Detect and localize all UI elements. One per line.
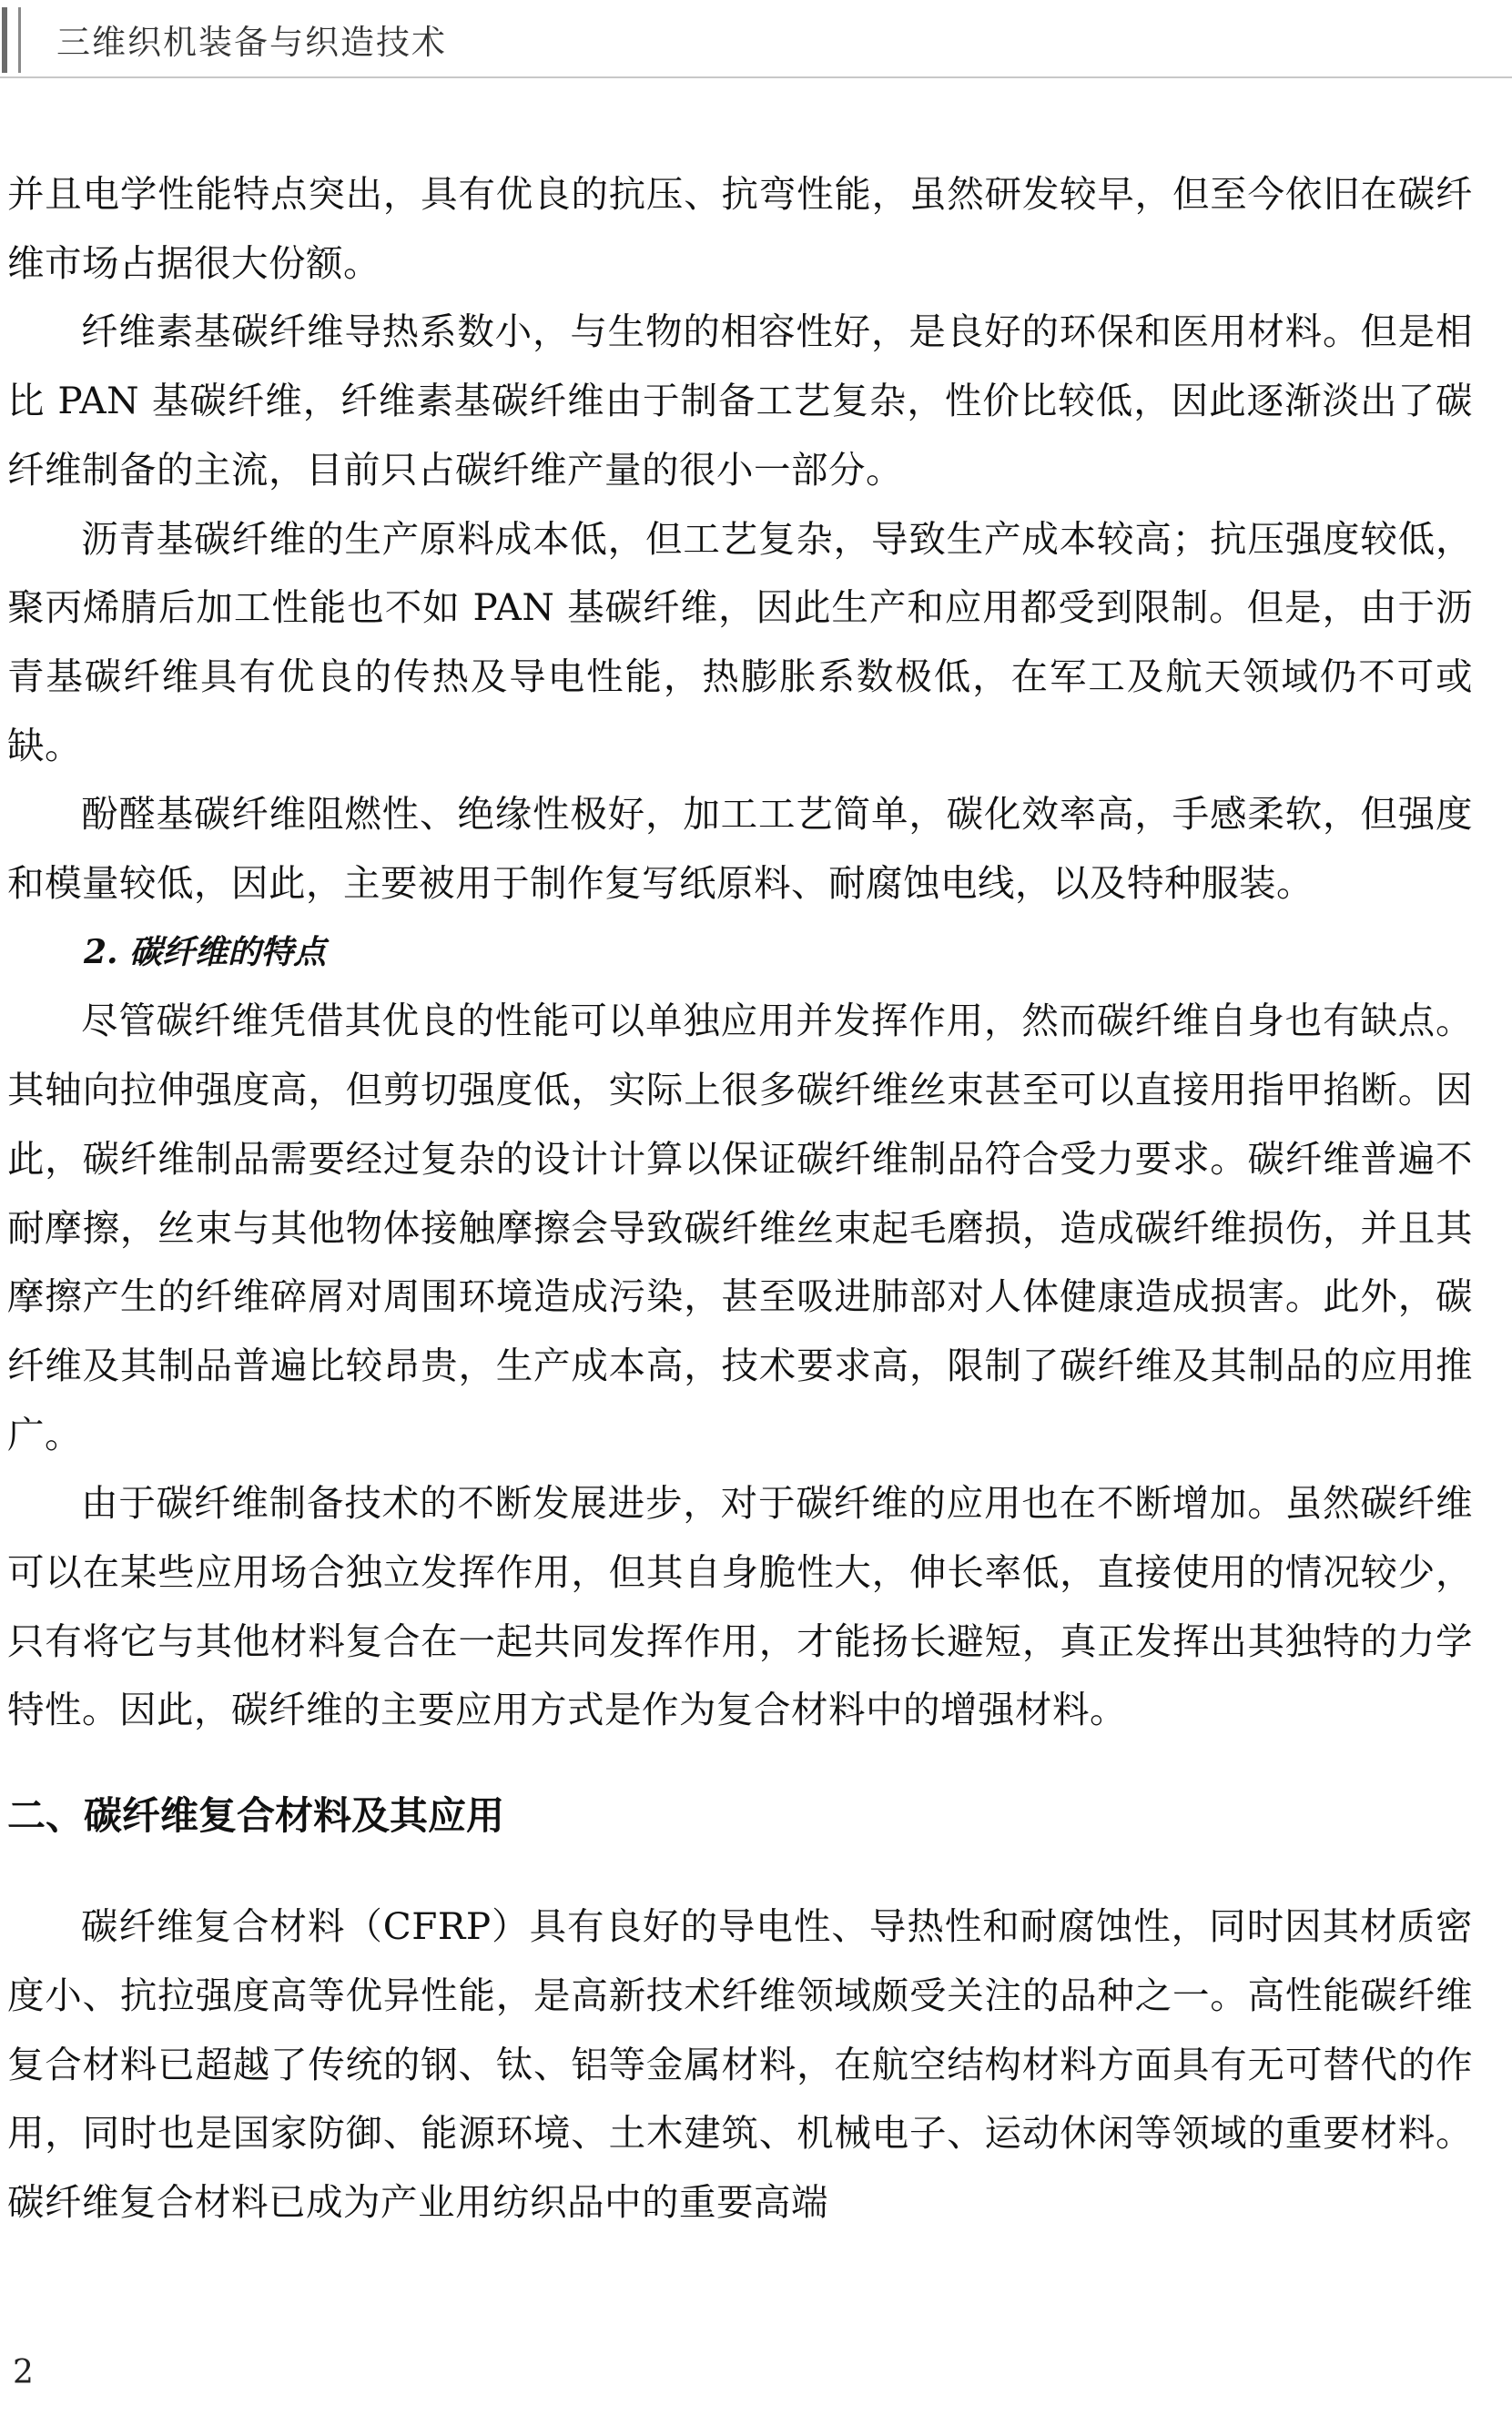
paragraph: 碳纤维复合材料（CFRP）具有良好的导电性、导热性和耐腐蚀性，同时因其材质密度小、抗拉强度高等优异性能，是高新技术纤维领域颇受关注的品种之一。高性能碳纤维复合材料已超越了传统的钢、钛、铝等金属材料，在航空结构材料方面具有无可替代的作用，同时也是国家防御、能源环境、土木建筑、机械电子、运动休闲等领域的重要材料。碳纤维复合材料已成为产业用纺织品中的重要高端: [7, 1904, 1473, 2224]
header-rule: [0, 76, 1512, 78]
paragraph: 由于碳纤维制备技术的不断发展进步，对于碳纤维的应用也在不断增加。虽然碳纤维可以在某些应用场合独立发挥作用，但其自身脆性大，伸长率低，直接使用的情况较少，只有将它与其他材料复合在一起共同发挥作用，才能扬长避短，真正发挥出其独特的力学特性。因此，碳纤维的主要应用方式是作为复合材料中的增强材料。: [7, 1481, 1473, 1732]
section-heading: 二、碳纤维复合材料及其应用: [7, 1793, 505, 1839]
page-body: [7, 160, 1473, 2237]
header-bar-mark: [18, 7, 21, 73]
page-number: 2: [13, 2354, 34, 2391]
header-bar-mark: [2, 7, 7, 73]
paragraph: 沥青基碳纤维的生产原料成本低，但工艺复杂，导致生产成本较高；抗压强度较低，聚丙烯腈后加工性能也不如 PAN 基碳纤维，因此生产和应用都受到限制。但是，由于沥青基碳纤维具有优良的传热及导电性能，热膨胀系数极低，在军工及航天领域仍不可或缺。: [7, 516, 1473, 767]
running-header-title: 三维织机装备与织造技术: [56, 23, 447, 62]
paragraph: 并且电学性能特点突出，具有优良的抗压、抗弯性能，虽然研发较早，但至今依旧在碳纤维市场占据很大份额。: [7, 172, 1473, 285]
running-header: [0, 0, 1512, 87]
paragraph: 尽管碳纤维凭借其优良的性能可以单独应用并发挥作用，然而碳纤维自身也有缺点。其轴向拉伸强度高，但剪切强度低，实际上很多碳纤维丝束甚至可以直接用指甲掐断。因此，碳纤维制品需要经过复杂的设计计算以保证碳纤维制品符合受力要求。碳纤维普遍不耐摩擦，丝束与其他物体接触摩擦会导致碳纤维丝束起毛磨损，造成碳纤维损伤，并且其摩擦产生的纤维碎屑对周围环境造成污染，甚至吸进肺部对人体健康造成损害。此外，碳纤维及其制品普遍比较昂贵，生产成本高，技术要求高，限制了碳纤维及其制品的应用推广。: [7, 999, 1473, 1456]
paragraph: 酚醛基碳纤维阻燃性、绝缘性极好，加工工艺简单，碳化效率高，手感柔软，但强度和模量较低，因此，主要被用于制作复写纸原料、耐腐蚀电线，以及特种服装。: [7, 792, 1473, 906]
subsection-heading: 2. 碳纤维的特点: [84, 932, 327, 971]
paragraph: 纤维素基碳纤维导热系数小，与生物的相容性好，是良好的环保和医用材料。但是相比 PAN 基碳纤维，纤维素基碳纤维由于制备工艺复杂，性价比较低，因此逐渐淡出了碳纤维制备的主流，目前只占碳纤维产量的很小一部分。: [7, 309, 1473, 492]
